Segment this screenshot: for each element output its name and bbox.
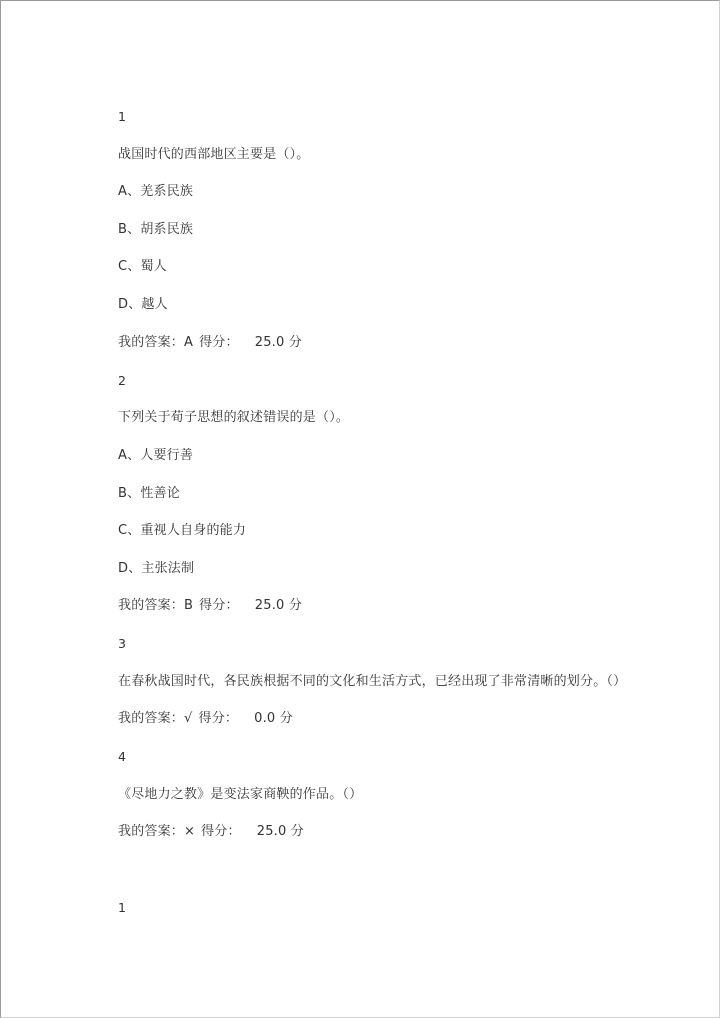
question-2-text: 下列关于荀子思想的叙述错误的是（）。 (118, 410, 350, 425)
answer-value: √ (184, 711, 193, 726)
score-label: 得分： (199, 598, 239, 613)
question-4-answer-line (118, 824, 304, 840)
answer-value: B (184, 598, 194, 613)
score-label: 得分： (199, 335, 239, 350)
question-1-answer-line (118, 335, 302, 351)
question-1-text: 战国时代的西部地区主要是（）。 (118, 147, 310, 162)
score-label: 得分： (201, 824, 241, 839)
answer-label: 我的答案： (118, 711, 185, 726)
question-4-number: 4 (118, 749, 127, 764)
question-1-option-a: A、羌系民族 (118, 184, 194, 199)
answer-label: 我的答案： (118, 598, 185, 613)
answer-value: × (184, 824, 196, 839)
score-label: 得分： (198, 711, 239, 726)
question-1-option-d: D、越人 (118, 297, 168, 312)
question-3-text: 在春秋战国时代，各民族根据不同的文化和生活方式，已经出现了非常清晰的划分。（） (118, 674, 627, 689)
score-value: 0.0 分 (254, 711, 293, 726)
question-1-number: 1 (118, 109, 127, 124)
question-2-option-d: D、主张法制 (118, 561, 195, 576)
question-3-number: 3 (118, 636, 127, 651)
question-4-text: 《尽地力之教》是变法家商鞅的作品。（） (118, 787, 363, 802)
question-2-number: 2 (118, 373, 127, 388)
question-1-option-c: C、蜀人 (118, 259, 167, 274)
question-2-option-a: A、人要行善 (118, 448, 194, 463)
question-2-answer-line (118, 598, 302, 614)
question-2-option-c: C、重视人自身的能力 (118, 523, 247, 538)
score-value: 25.0 分 (254, 335, 302, 350)
score-value: 25.0 分 (254, 598, 303, 613)
next-section-number: 1 (118, 900, 127, 915)
score-value: 25.0 分 (256, 824, 304, 839)
question-2-option-b: B、性善论 (118, 486, 180, 501)
answer-value: A (184, 335, 194, 350)
question-1-option-b: B、胡系民族 (118, 222, 194, 237)
question-3-answer-line (118, 711, 293, 727)
answer-label: 我的答案： (118, 335, 185, 350)
answer-label: 我的答案： (118, 824, 185, 839)
